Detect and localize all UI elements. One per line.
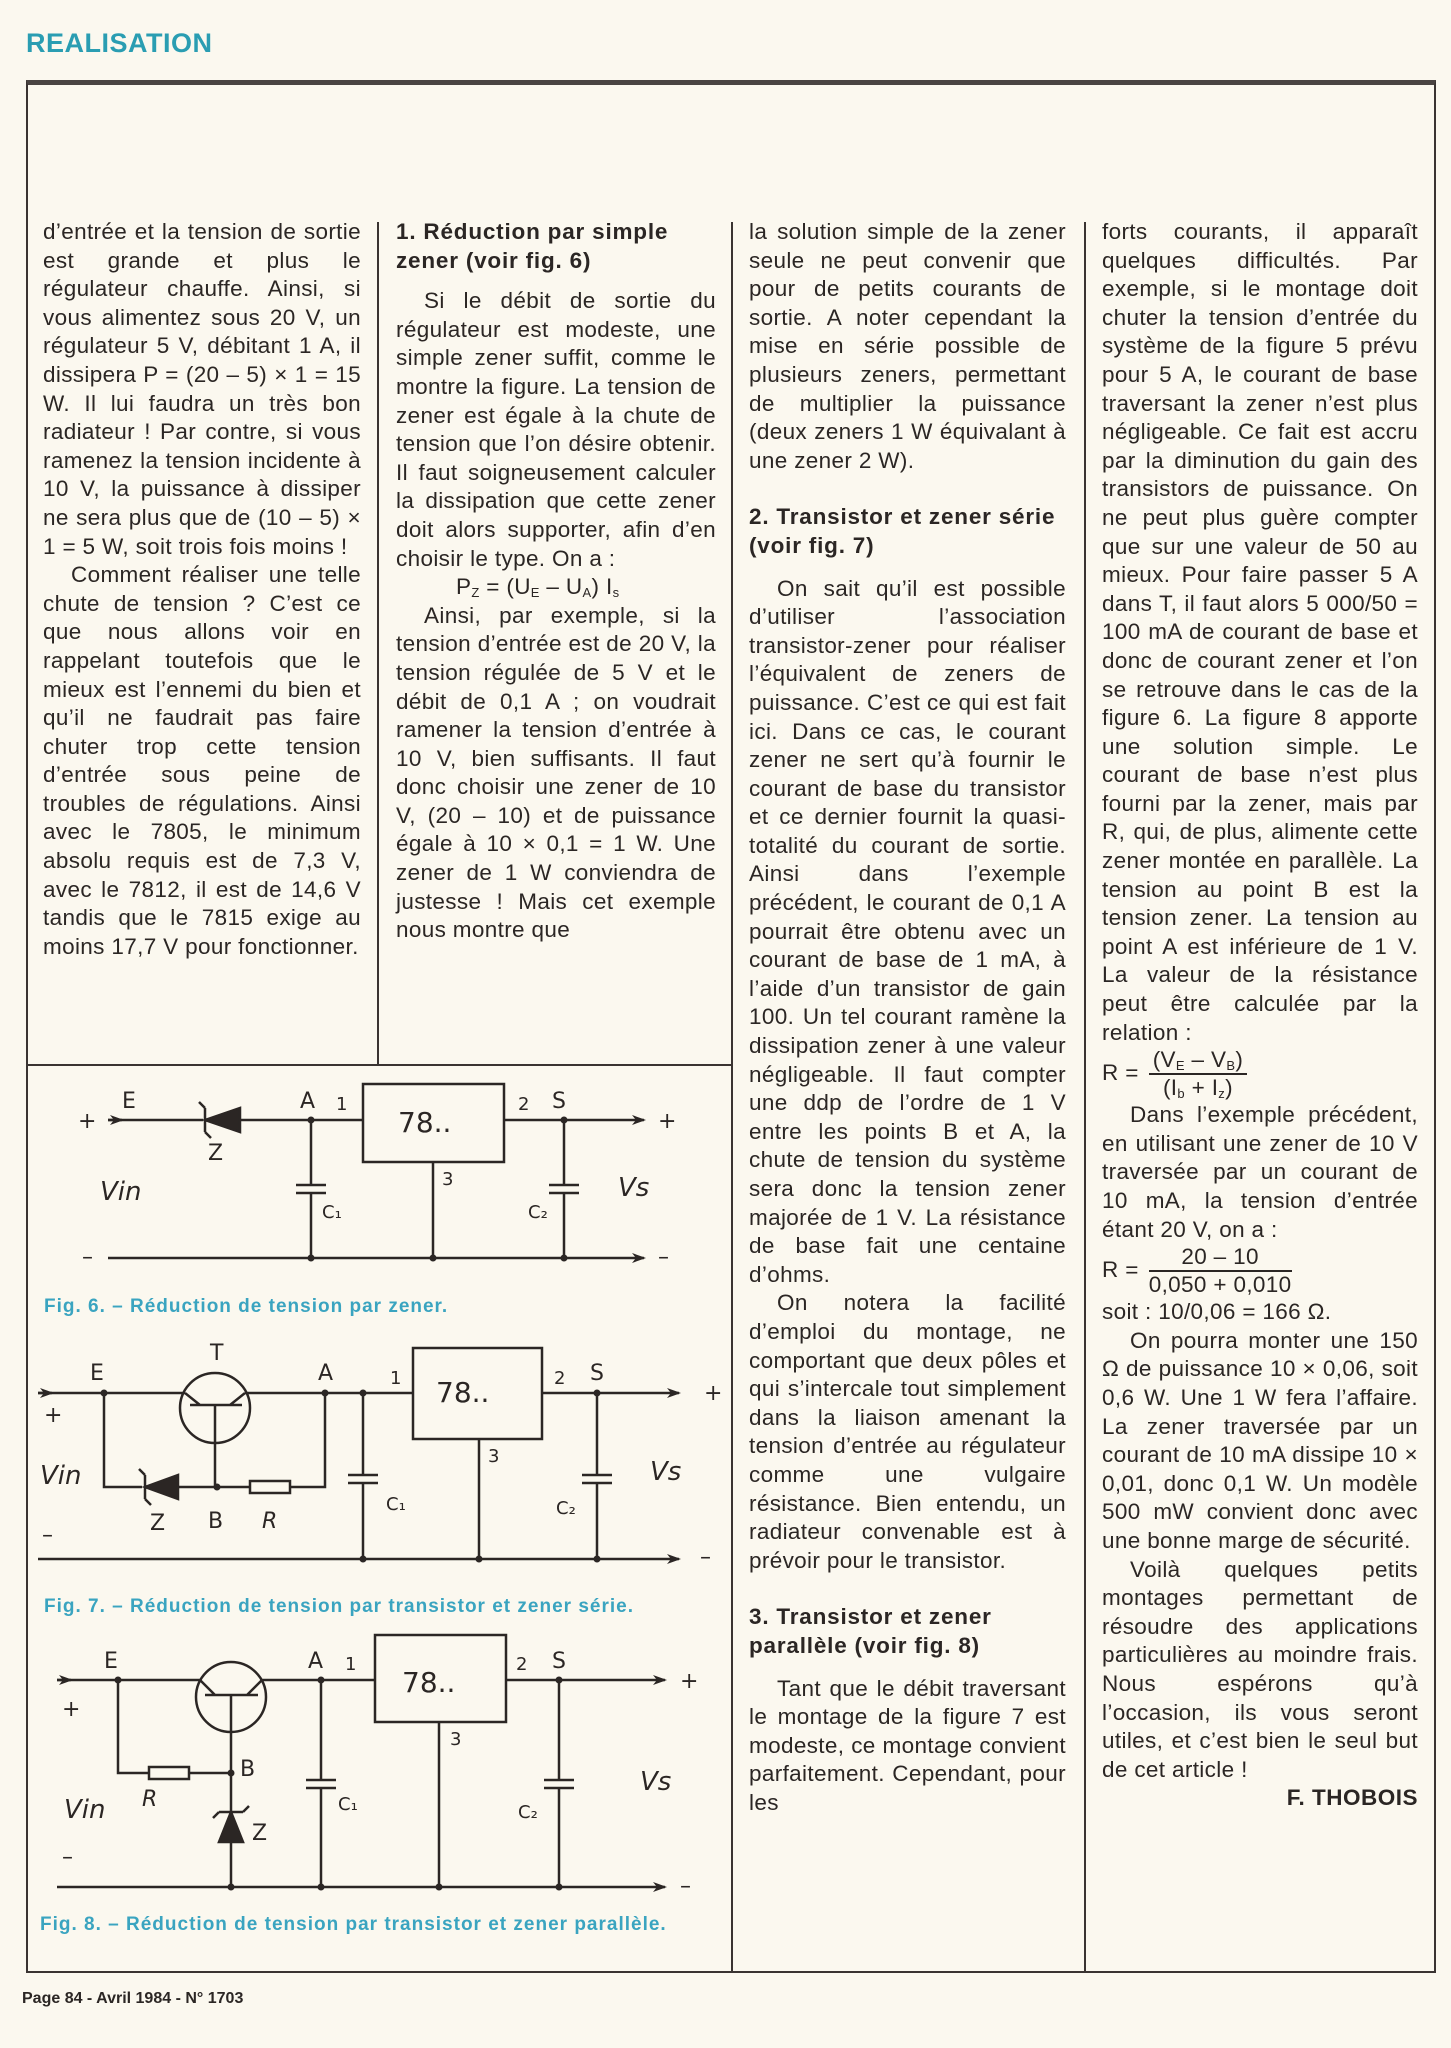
minus-text: – — [658, 1245, 669, 1270]
paragraph: forts courants, il apparaît quelques difficultés. Par exemple, si le montage doit chuter la tension d’entrée du système de la figure 5 prévu pour 5 A, le courant de base traversant la zener n’est plus négligeable. Ce fait est accru par la diminution du gain des transistors de puissance. On ne peut plus guère compter que sur une valeur de 50 au mieux. Pour faire passer 5 A dans T, il faut alors 5 000/50 = 100 mA de courant de base et donc de courant zener et l’on se retrouve dans le cas de la figure 6. La figure 8 apporte une solution simple. Le courant de base n’est plus fourni par la zener, mais par R, qui, de plus, alimente cette zener montée en parallèle. La tension au point B est la tension zener. La tension au point A est inférieure de 1 V. La valeur de la résistance peut être calculée par la relation : — [1102, 219, 1418, 1045]
Vin-text: Vin — [100, 1177, 142, 1207]
E-text: E — [122, 1089, 136, 1114]
den-a-sub-text: b — [1177, 1086, 1185, 1102]
plus-text: + — [704, 1381, 723, 1406]
paragraph: Voilà quelques petits montages permettant de résoudre des applications particulières au moindre frais. Nous espérons qu’à l’occasion, ils vous seront utiles, et c’est bien le seul but de cet article ! — [1102, 1556, 1418, 1782]
num-a-text: (V — [1152, 1047, 1176, 1073]
d-sub-text: s — [612, 585, 620, 601]
plus-text: + — [680, 1669, 699, 1694]
R-text: R — [142, 1787, 158, 1812]
paragraph: d’entrée et la tension de sortie est grande et plus le régulateur chauffe. Ainsi, si vous alimentez sous 20 V, un régulateur 5 V, débitant 1 A, il dissipera P = (20 – 5) × 1 = 15 W. Il lui faudra un très bon radiateur ! Par contre, si vous ramenez la tension incidente à 10 V, la puissance à dissiper ne sera plus que de (10 – 5) × 1 = 5 W, soit trois fois moins ! — [43, 219, 361, 559]
plus-text: + — [44, 1403, 63, 1428]
figure-8-schematic — [57, 1635, 698, 1899]
resistor-icon — [149, 1767, 189, 1779]
section-heading-3: 3. Transistor et zener parallèle (voir fig. 8) — [749, 1604, 992, 1658]
zener-diode-icon — [199, 1102, 240, 1138]
figure-8-caption: Fig. 8. – Réduction de tension par transistor et zener parallèle. — [40, 1914, 667, 1935]
num-a-sub-text: E — [1175, 1058, 1185, 1074]
B-text: B — [240, 1757, 256, 1782]
num-c-text: ) — [1235, 1047, 1244, 1073]
Vin-text: Vin — [40, 1461, 82, 1491]
pin3-text: 3 — [442, 1169, 454, 1190]
paragraph: On sait qu’il est possible d’utiliser l’association transistor-zener pour réaliser l’équivalent de zeners de puissance. C’est ce qui est fait ici. Dans ce cas, le courant zener ne sert qu’à fournir le courant de base du transistor et ce dernier fournit la quasi-totalité du courant de sortie. Ainsi dans l’exemple précédent, le courant de 0,1 A pourrait être obtenu avec un courant de base de 1 mA, à l’aide d’un transistor de gain 100. Un tel courant ramène la dissipation zener à une valeur négligeable. Il faut compter une ddp de l’ordre de 1 V entre les points B et A, la chute de tension du système sera donc la tension zener majorée de 1 V. La résistance de base fait une centaine d’ohms. — [749, 575, 1066, 1287]
pin1-text: 1 — [336, 1094, 348, 1115]
A-text: A — [318, 1361, 334, 1386]
E-text: E — [104, 1649, 118, 1674]
lhs-text: R = — [1102, 1060, 1139, 1086]
regulator-text: 78.. — [436, 1376, 490, 1409]
author-signature: F. THOBOIS — [1286, 1785, 1418, 1811]
den-text: 0,050 + 0,010 — [1148, 1272, 1292, 1298]
S-text: S — [552, 1089, 566, 1114]
section-header: REALISATION — [26, 28, 213, 58]
regulator-text: 78.. — [402, 1666, 456, 1699]
b-text: = (U — [479, 574, 531, 600]
paragraph: Dans l’exemple précédent, en utilisant une zener de 10 V traversée par un courant de 10 mA, la tension d’entrée étant 20 V, on a : — [1102, 1102, 1418, 1242]
paragraph: Tant que le débit traversant le montage de la figure 7 est modeste, ce montage convient parfaitement. Cependant, pour les — [749, 1675, 1066, 1815]
E-text: E — [90, 1361, 104, 1386]
A-text: A — [308, 1649, 324, 1674]
minus-text: – — [700, 1545, 711, 1570]
C2-text: C₂ — [528, 1202, 548, 1223]
resistor-icon — [250, 1481, 290, 1493]
paragraph: Ainsi, par exemple, si la tension d’entrée est de 20 V, la tension régulée de 5 V et le débit de 0,1 A ; on voudrait ramener la tension d’entrée à 10 V, bien suffisants. Il faut donc choisir une zener de 10 V, (20 – 10) et de puissance égale à 10 × 0,1 = 1 W. Une zener de 1 W conviendra de justesse ! Mais cet exemple nous montre que — [396, 602, 716, 943]
zener-diode-icon — [139, 1469, 178, 1505]
paragraph: Comment réaliser une telle chute de tension ? C’est ce que nous allons voir en rappelant toutefois que le mieux est l’ennemi du bien et qu’il ne faudrait pas faire chuter trop cette tension d’entrée sous peine de troubles de régulations. Ainsi avec le 7805, le minimum absolu requis est de 7,3 V, avec le 7812, il est de 14,6 V tandis que le 7815 exige au moins 17,7 V pour fonctionner. — [43, 562, 361, 959]
num-b-text: – V — [1184, 1047, 1227, 1073]
Vs-text: Vs — [650, 1457, 682, 1487]
A-text: A — [300, 1089, 316, 1114]
paragraph: On notera la facilité d’emploi du montage, ne comportant que deux pôles et qui s’intercale tout simplement dans la liaison amenant la tension d’entrée au régulateur comme une vulgaire résistance. Bien entendu, un radiateur convenable est à prévoir pour le transistor. — [749, 1290, 1066, 1573]
den-b-sub-text: z — [1218, 1086, 1226, 1102]
pin3-text: 3 — [488, 1446, 500, 1467]
paragraph: la solution simple de la zener seule ne peut convenir que pour de petits courants de sortie. A noter cependant la mise en série possible de plusieurs zeners, permettant de multiplier la puissance (deux zeners 1 W équivalant à une zener 2 W). — [749, 219, 1066, 473]
pin2-text: 2 — [518, 1094, 530, 1115]
den-c-text: ) — [1225, 1075, 1233, 1101]
Z-text: Z — [150, 1511, 166, 1536]
figure-6-schematic — [78, 1084, 676, 1270]
minus-text: – — [680, 1874, 691, 1899]
Vin-text: Vin — [64, 1795, 106, 1825]
c-text: – U — [539, 574, 583, 600]
paragraph: Si le débit de sortie du régulateur est modeste, une simple zener suffit, comme le montre la figure. La tension de zener est égale à la chute de tension que l’on désire obtenir. Il faut soigneusement calculer la dissipation que cette zener doit alors supporter, afin d’en choisir le type. On a : — [396, 288, 716, 571]
S-text: S — [590, 1361, 604, 1386]
page-footer: Page 84 - Avril 1984 - N° 1703 — [22, 1990, 244, 2007]
C1-text: C₁ — [386, 1494, 406, 1515]
section-heading-2: 2. Transistor et zener série (voir fig. 7) — [749, 504, 1056, 558]
pin1-text: 1 — [390, 1368, 402, 1389]
transistor-icon — [180, 1373, 250, 1487]
Z-text: Z — [252, 1821, 268, 1846]
minus-text: – — [42, 1523, 53, 1548]
zener-diode-icon — [213, 1806, 249, 1842]
C1-text: C₁ — [338, 1794, 358, 1815]
lhs-text: R = — [1102, 1257, 1139, 1283]
plus-text: + — [62, 1697, 81, 1722]
a-text: P — [456, 574, 472, 600]
num-b-sub-text: B — [1226, 1058, 1236, 1074]
pin1-text: 1 — [345, 1654, 357, 1675]
Z-text: Z — [208, 1141, 224, 1166]
C1-text: C₁ — [322, 1202, 342, 1223]
pin2-text: 2 — [516, 1654, 528, 1675]
figure-7-caption: Fig. 7. – Réduction de tension par transistor et zener série. — [44, 1596, 634, 1617]
paragraph: soit : 10/0,06 = 166 Ω. — [1102, 1299, 1332, 1325]
pin2-text: 2 — [554, 1368, 566, 1389]
B-text: B — [208, 1509, 224, 1534]
T-text: T — [210, 1341, 224, 1366]
regulator-text: 78.. — [398, 1106, 452, 1139]
section-heading-1: 1. Réduction par simple zener (voir fig. 6) — [396, 219, 669, 273]
figure-6-caption: Fig. 6. – Réduction de tension par zener. — [44, 1296, 449, 1317]
minus-text: – — [82, 1245, 93, 1270]
num-text: 20 – 10 — [1149, 1244, 1292, 1272]
plus-text: + — [658, 1109, 677, 1134]
plus-text: + — [78, 1109, 97, 1134]
C2-text: C₂ — [518, 1802, 538, 1823]
figure-7-schematic — [38, 1341, 722, 1570]
minus-text: – — [62, 1845, 73, 1870]
b-sub-text: E — [530, 585, 540, 601]
c-sub-text: A — [582, 585, 592, 601]
R-text: R — [262, 1509, 278, 1534]
den-a-text: (I — [1162, 1075, 1178, 1101]
den-b-text: + I — [1185, 1075, 1219, 1101]
C2-text: C₂ — [556, 1498, 576, 1519]
a-sub-text: Z — [471, 585, 480, 601]
S-text: S — [552, 1649, 566, 1674]
pin3-text: 3 — [450, 1729, 462, 1750]
d-text: ) I — [591, 574, 613, 600]
Vs-text: Vs — [640, 1767, 672, 1797]
paragraph: On pourra monter une 150 Ω de puissance 10 × 0,06, soit 0,6 W. Une 1 W fera l’affaire. La zener traversée par un courant de 10 mA dissipe 10 × 0,01, donc 0,1 W. Un modèle 500 mW convient donc avec une bonne marge de sécurité. — [1102, 1327, 1418, 1553]
Vs-text: Vs — [618, 1173, 650, 1203]
